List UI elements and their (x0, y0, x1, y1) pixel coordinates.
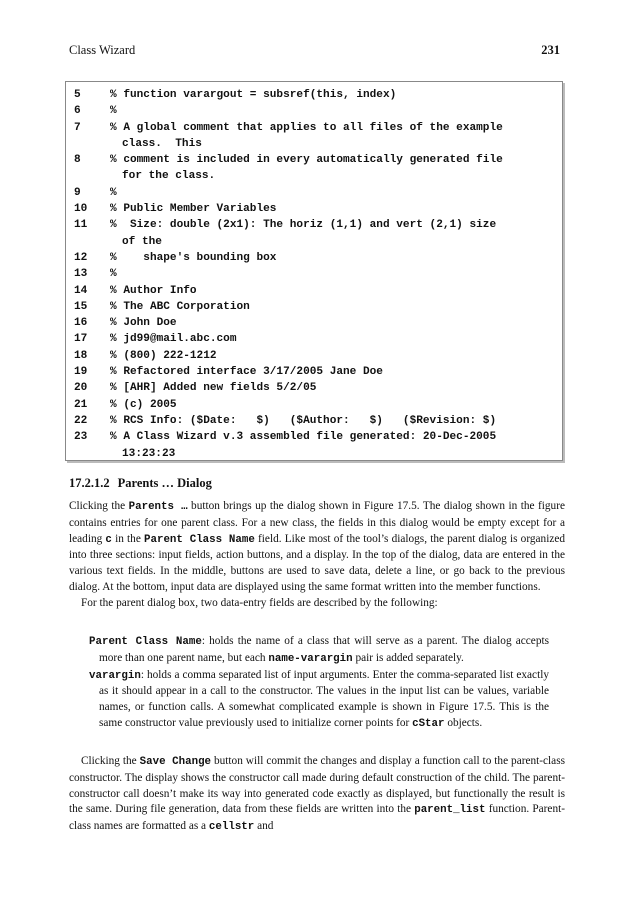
line-number (74, 234, 110, 250)
code-term: Save Change (139, 756, 212, 768)
code-text: % The ABC Corporation (110, 300, 250, 313)
text-run: and (254, 820, 274, 833)
line-number: 6 (74, 105, 81, 118)
line-number (74, 168, 110, 184)
code-text: % A global comment that applies to all files of the example (110, 121, 503, 134)
code-text: % (800) 222-1212 (110, 349, 217, 362)
definition-term: varargin (89, 669, 141, 682)
code-line (74, 397, 556, 413)
code-text: % Author Info (110, 284, 197, 297)
code-text: % A Class Wizard v.3 assembled file generated: 20-Dec-2005 (110, 431, 497, 444)
text-run: objects. (444, 716, 483, 729)
code-term: c (105, 533, 112, 546)
code-text: % jd99@mail.abc.com (110, 333, 237, 346)
code-text: % RCS Info: ($Date: $) ($Author: $) ($Revision: $) (110, 414, 497, 427)
code-line (74, 120, 556, 136)
definition-list (89, 634, 549, 733)
line-number: 10 (74, 203, 88, 216)
line-number (74, 136, 110, 152)
line-number: 17 (74, 333, 88, 346)
code-term: cellstr (208, 821, 255, 834)
code-text: of the (122, 235, 162, 248)
paragraph-fields-intro: For the parent dialog box, two data-entry fields are described by the following: (81, 596, 438, 609)
text-run: Clicking the (81, 755, 140, 767)
code-line (74, 283, 556, 299)
code-text: % (110, 186, 117, 199)
chapter-title: Class Wizard (69, 43, 136, 57)
text-run: button will commit the changes and display a function call to the parent-class constructor. The display shows the constructor call made during default construction of the child. The parent-constructor call doesn’t make its way into generated code exactly as displayed, but functionally the result is the same. During file generation, data from these fields are written into the (69, 755, 565, 816)
code-line (74, 446, 556, 462)
line-number: 13 (74, 268, 88, 281)
code-text: % [AHR] Added new fields 5/2/05 (110, 382, 317, 395)
line-number: 21 (74, 398, 88, 411)
line-number: 7 (74, 121, 81, 134)
code-text: % comment is included in every automatically generated file (110, 154, 503, 167)
paragraph-dialog-description (69, 499, 565, 596)
section-number: 17.2.1.2 (69, 476, 110, 490)
code-text: % Refactored interface 3/17/2005 Jane Doe (110, 366, 383, 379)
code-term: Parent Class Name (144, 533, 255, 546)
body-paragraph-save (69, 754, 565, 836)
text-run: function. Parent-class names are formatted as a (69, 803, 565, 833)
text-run: : holds the name of a class that will serve as a parent. The dialog accepts more than one parent name, but each (99, 635, 549, 664)
code-line (74, 168, 556, 184)
line-number: 5 (74, 89, 81, 101)
code-text: % Public Member Variables (110, 203, 277, 216)
code-line (74, 152, 556, 168)
code-line (74, 299, 556, 315)
section-title-text: Parents … Dialog (117, 476, 212, 490)
line-number: 8 (74, 154, 81, 167)
code-line (74, 315, 556, 331)
code-listing-box (65, 81, 563, 461)
code-text: % function varargout = subsref(this, index) (110, 89, 397, 101)
code-term: parent_list (414, 804, 486, 817)
code-line (74, 201, 556, 217)
code-line (74, 136, 556, 152)
line-number: 15 (74, 300, 88, 313)
code-line (74, 331, 556, 347)
text-run: in the (111, 532, 145, 545)
line-number: 19 (74, 366, 88, 379)
code-line (74, 413, 556, 429)
code-line (74, 348, 556, 364)
text-run: Clicking the (69, 500, 129, 512)
line-number: 16 (74, 317, 88, 330)
line-number: 23 (74, 431, 88, 444)
code-text: class. This (122, 137, 202, 150)
code-text: % (110, 268, 117, 281)
text-run: : holds a comma separated list of input arguments. Enter the comma-separated list exactly as it should appear in a call to the constructor. The values in the input list can be values, variable names, or function calls. A somewhat complicated example is shown in Figure 17.5. This is the same constructor value previously used to initialize corner points for (99, 668, 549, 729)
definition-varargin (89, 668, 549, 733)
line-number: 22 (74, 414, 88, 427)
code-text: % John Doe (110, 317, 177, 330)
line-number: 12 (74, 251, 88, 264)
code-line (74, 364, 556, 380)
text-run: pair is added separately. (352, 651, 464, 664)
text-run: button brings up the dialog shown in Figure 17.5. The dialog shown in the figure contains entries for one parent class. For a new class, the fields in this dialog would be empty except for a leading (69, 500, 565, 545)
code-line (74, 380, 556, 396)
line-number: 18 (74, 349, 88, 362)
line-number: 20 (74, 382, 88, 395)
code-term: cStar (412, 717, 445, 730)
code-line (74, 234, 556, 250)
code-listing (74, 87, 556, 462)
code-term: name-varargin (268, 652, 353, 665)
definition-term: Parent Class Name (89, 636, 202, 648)
body-paragraphs (69, 499, 565, 612)
line-number (74, 446, 110, 462)
code-text: % (c) 2005 (110, 398, 177, 411)
code-text: % Size: double (2x1): The horiz (1,1) and vert (2,1) size (110, 219, 497, 232)
line-number: 14 (74, 284, 88, 297)
code-line (74, 250, 556, 266)
code-line (74, 217, 556, 233)
definition-parent-class-name (89, 634, 549, 668)
code-text: for the class. (122, 170, 216, 183)
text-run: field. Like most of the tool’s dialogs, the parent dialog is organized into three sections: input fields, action buttons, and a display. In the top of the dialog, data are entered in the various text fields. In the middle, buttons are used to save data, delete a line, or go back to the previous dialog. At the bottom, input data are displayed using the same format written into the member functions. (69, 532, 566, 593)
code-text: % shape's bounding box (110, 251, 277, 264)
page-number: 231 (541, 43, 560, 57)
code-line (74, 103, 556, 119)
running-header (69, 43, 560, 61)
paragraph-save-change (69, 754, 565, 836)
section-heading (69, 476, 212, 491)
code-line (74, 87, 556, 103)
code-line (74, 266, 556, 282)
code-term: Parents … (128, 501, 188, 513)
line-number: 9 (74, 186, 81, 199)
code-line (74, 185, 556, 201)
code-text: 13:23:23 (122, 447, 176, 460)
code-line (74, 429, 556, 445)
line-number: 11 (74, 219, 88, 232)
code-text: % (110, 105, 117, 118)
